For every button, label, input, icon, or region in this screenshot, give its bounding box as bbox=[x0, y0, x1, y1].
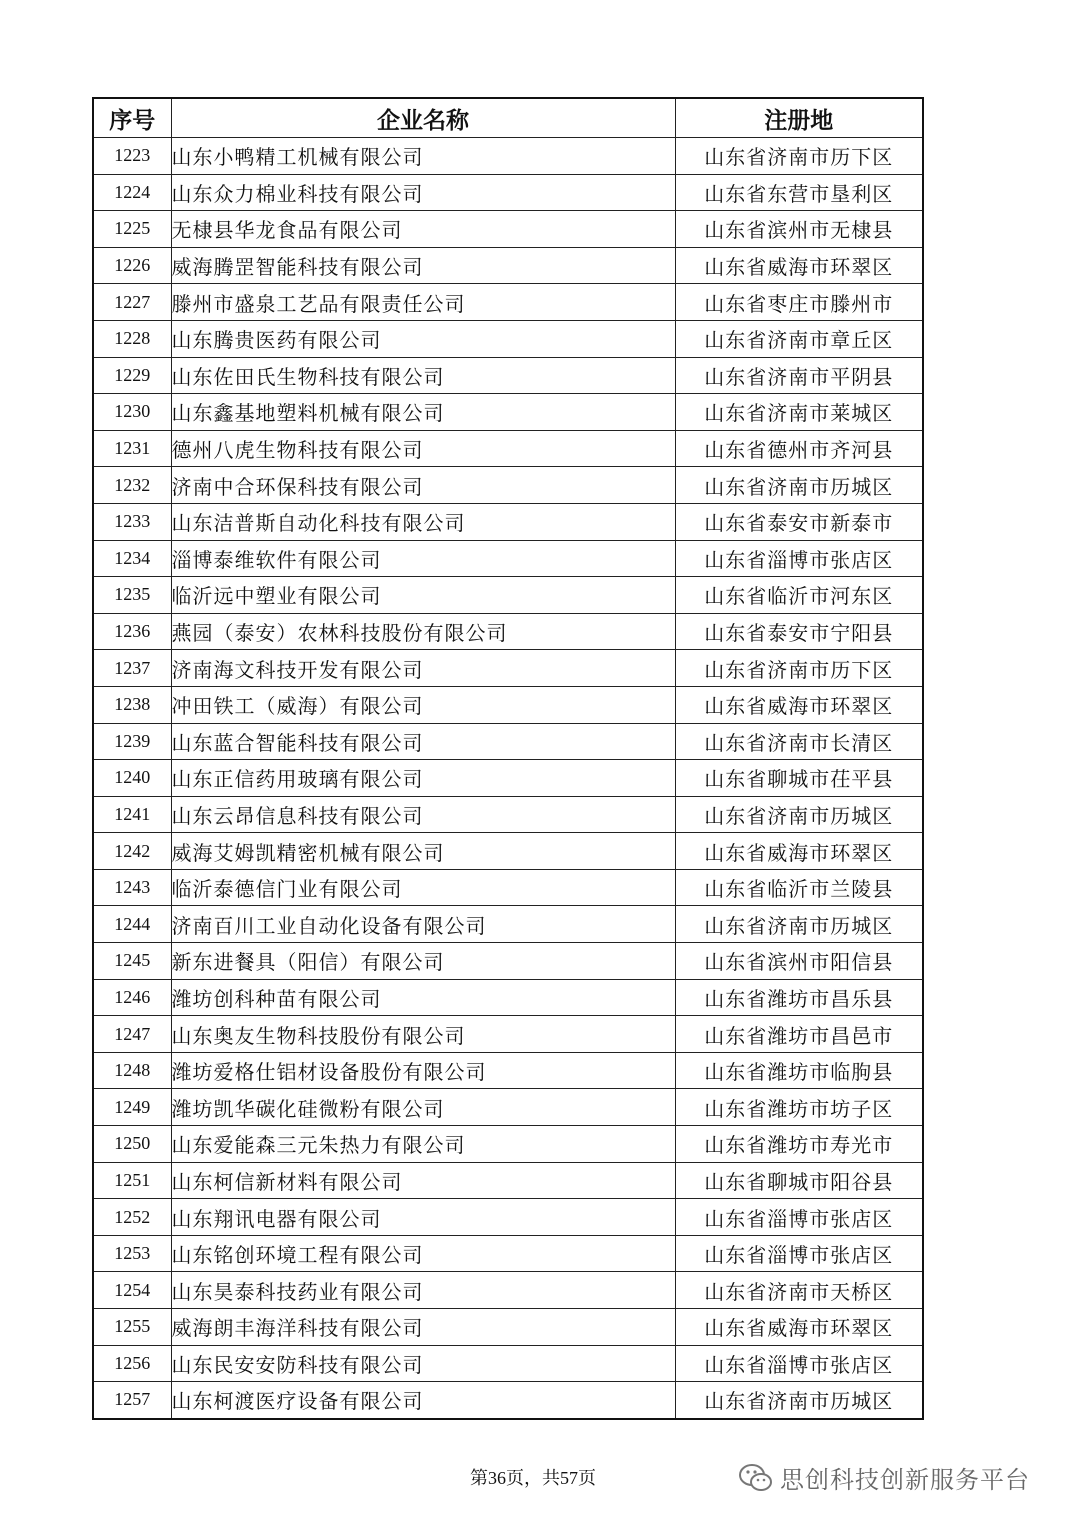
row-seq: 1248 bbox=[93, 1052, 171, 1089]
row-registered-location: 山东省威海市环翠区 bbox=[675, 833, 923, 870]
row-seq: 1228 bbox=[93, 320, 171, 357]
row-registered-location: 山东省威海市环翠区 bbox=[675, 247, 923, 284]
row-registered-location: 山东省潍坊市昌邑市 bbox=[675, 1016, 923, 1053]
table-body bbox=[93, 138, 923, 1419]
row-registered-location: 山东省潍坊市寿光市 bbox=[675, 1126, 923, 1163]
row-seq: 1252 bbox=[93, 1199, 171, 1236]
row-registered-location: 山东省滨州市阳信县 bbox=[675, 943, 923, 980]
row-registered-location: 山东省济南市历城区 bbox=[675, 796, 923, 833]
table-row bbox=[93, 760, 923, 797]
row-company-name: 山东正信药用玻璃有限公司 bbox=[171, 760, 675, 797]
row-registered-location: 山东省济南市历城区 bbox=[675, 467, 923, 504]
row-seq: 1247 bbox=[93, 1016, 171, 1053]
row-company-name: 山东蓝合智能科技有限公司 bbox=[171, 723, 675, 760]
table-row bbox=[93, 284, 923, 321]
table-row bbox=[93, 577, 923, 614]
row-registered-location: 山东省威海市环翠区 bbox=[675, 1309, 923, 1346]
row-seq: 1251 bbox=[93, 1162, 171, 1199]
row-seq: 1230 bbox=[93, 394, 171, 431]
table-row bbox=[93, 1126, 923, 1163]
table-row bbox=[93, 943, 923, 980]
row-seq: 1246 bbox=[93, 979, 171, 1016]
row-seq: 1231 bbox=[93, 430, 171, 467]
row-seq: 1250 bbox=[93, 1126, 171, 1163]
row-seq: 1249 bbox=[93, 1089, 171, 1126]
row-registered-location: 山东省潍坊市昌乐县 bbox=[675, 979, 923, 1016]
row-registered-location: 山东省济南市天桥区 bbox=[675, 1272, 923, 1309]
table-row bbox=[93, 796, 923, 833]
row-registered-location: 山东省滨州市无棣县 bbox=[675, 211, 923, 248]
table-row bbox=[93, 211, 923, 248]
watermark bbox=[738, 1460, 1030, 1495]
row-company-name: 济南中合环保科技有限公司 bbox=[171, 467, 675, 504]
table-header-row bbox=[93, 98, 923, 138]
row-company-name: 威海朗丰海洋科技有限公司 bbox=[171, 1309, 675, 1346]
row-seq: 1223 bbox=[93, 138, 171, 175]
row-seq: 1240 bbox=[93, 760, 171, 797]
watermark-text: 思创科技创新服务平台 bbox=[780, 1466, 1030, 1494]
row-seq: 1254 bbox=[93, 1272, 171, 1309]
table-row bbox=[93, 979, 923, 1016]
row-company-name: 山东柯渡医疗设备有限公司 bbox=[171, 1382, 675, 1419]
row-seq: 1236 bbox=[93, 613, 171, 650]
row-company-name: 潍坊创科种苗有限公司 bbox=[171, 979, 675, 1016]
row-registered-location: 山东省潍坊市临朐县 bbox=[675, 1052, 923, 1089]
row-registered-location: 山东省枣庄市滕州市 bbox=[675, 284, 923, 321]
table-row bbox=[93, 503, 923, 540]
row-company-name: 德州八虎生物科技有限公司 bbox=[171, 430, 675, 467]
row-seq: 1235 bbox=[93, 577, 171, 614]
row-seq: 1227 bbox=[93, 284, 171, 321]
row-company-name: 潍坊爱格仕铝材设备股份有限公司 bbox=[171, 1052, 675, 1089]
table-row bbox=[93, 650, 923, 687]
header-registered-location: 注册地 bbox=[675, 98, 923, 138]
row-seq: 1245 bbox=[93, 943, 171, 980]
row-registered-location: 山东省济南市历下区 bbox=[675, 138, 923, 175]
row-registered-location: 山东省济南市长清区 bbox=[675, 723, 923, 760]
row-company-name: 临沂泰德信门业有限公司 bbox=[171, 869, 675, 906]
row-company-name: 山东鑫基地塑料机械有限公司 bbox=[171, 394, 675, 431]
row-registered-location: 山东省临沂市兰陵县 bbox=[675, 869, 923, 906]
table-row bbox=[93, 869, 923, 906]
row-registered-location: 山东省东营市垦利区 bbox=[675, 174, 923, 211]
row-seq: 1253 bbox=[93, 1235, 171, 1272]
table-row bbox=[93, 906, 923, 943]
table-row bbox=[93, 1016, 923, 1053]
row-company-name: 滕州市盛泉工艺品有限责任公司 bbox=[171, 284, 675, 321]
row-company-name: 山东柯信新材料有限公司 bbox=[171, 1162, 675, 1199]
row-registered-location: 山东省德州市齐河县 bbox=[675, 430, 923, 467]
row-seq: 1241 bbox=[93, 796, 171, 833]
row-registered-location: 山东省威海市环翠区 bbox=[675, 686, 923, 723]
row-company-name: 山东民安安防科技有限公司 bbox=[171, 1345, 675, 1382]
table-row bbox=[93, 430, 923, 467]
page-footer bbox=[0, 1460, 1080, 1500]
table-row bbox=[93, 723, 923, 760]
row-seq: 1226 bbox=[93, 247, 171, 284]
row-company-name: 无棣县华龙食品有限公司 bbox=[171, 211, 675, 248]
row-company-name: 威海艾姆凯精密机械有限公司 bbox=[171, 833, 675, 870]
row-company-name: 山东云昂信息科技有限公司 bbox=[171, 796, 675, 833]
table-row bbox=[93, 1052, 923, 1089]
row-seq: 1234 bbox=[93, 540, 171, 577]
row-registered-location: 山东省济南市章丘区 bbox=[675, 320, 923, 357]
row-company-name: 威海腾罡智能科技有限公司 bbox=[171, 247, 675, 284]
table-row bbox=[93, 320, 923, 357]
row-registered-location: 山东省潍坊市坊子区 bbox=[675, 1089, 923, 1126]
row-seq: 1233 bbox=[93, 503, 171, 540]
table-row bbox=[93, 467, 923, 504]
row-seq: 1225 bbox=[93, 211, 171, 248]
row-registered-location: 山东省聊城市阳谷县 bbox=[675, 1162, 923, 1199]
header-seq: 序号 bbox=[93, 98, 171, 138]
row-company-name: 山东爱能森三元朱热力有限公司 bbox=[171, 1126, 675, 1163]
row-company-name: 临沂远中塑业有限公司 bbox=[171, 577, 675, 614]
row-registered-location: 山东省济南市莱城区 bbox=[675, 394, 923, 431]
row-company-name: 山东铭创环境工程有限公司 bbox=[171, 1235, 675, 1272]
row-company-name: 山东众力棉业科技有限公司 bbox=[171, 174, 675, 211]
row-registered-location: 山东省淄博市张店区 bbox=[675, 1345, 923, 1382]
row-company-name: 冲田铁工（威海）有限公司 bbox=[171, 686, 675, 723]
row-company-name: 潍坊凯华碳化硅微粉有限公司 bbox=[171, 1089, 675, 1126]
row-company-name: 燕园（泰安）农林科技股份有限公司 bbox=[171, 613, 675, 650]
row-seq: 1257 bbox=[93, 1382, 171, 1419]
row-registered-location: 山东省淄博市张店区 bbox=[675, 540, 923, 577]
table-row bbox=[93, 138, 923, 175]
row-company-name: 山东腾贵医药有限公司 bbox=[171, 320, 675, 357]
row-seq: 1232 bbox=[93, 467, 171, 504]
row-seq: 1239 bbox=[93, 723, 171, 760]
row-registered-location: 山东省济南市平阴县 bbox=[675, 357, 923, 394]
table-row bbox=[93, 1235, 923, 1272]
row-seq: 1238 bbox=[93, 686, 171, 723]
table-row bbox=[93, 1089, 923, 1126]
table-row bbox=[93, 833, 923, 870]
row-company-name: 济南百川工业自动化设备有限公司 bbox=[171, 906, 675, 943]
table-row bbox=[93, 394, 923, 431]
row-seq: 1255 bbox=[93, 1309, 171, 1346]
row-seq: 1224 bbox=[93, 174, 171, 211]
row-registered-location: 山东省济南市历下区 bbox=[675, 650, 923, 687]
row-registered-location: 山东省济南市历城区 bbox=[675, 1382, 923, 1419]
table-row bbox=[93, 686, 923, 723]
row-seq: 1256 bbox=[93, 1345, 171, 1382]
row-registered-location: 山东省临沂市河东区 bbox=[675, 577, 923, 614]
row-company-name: 山东昊泰科技药业有限公司 bbox=[171, 1272, 675, 1309]
row-registered-location: 山东省泰安市新泰市 bbox=[675, 503, 923, 540]
row-seq: 1244 bbox=[93, 906, 171, 943]
row-registered-location: 山东省淄博市张店区 bbox=[675, 1235, 923, 1272]
table-row bbox=[93, 247, 923, 284]
table-row bbox=[93, 1345, 923, 1382]
row-company-name: 山东洁普斯自动化科技有限公司 bbox=[171, 503, 675, 540]
row-registered-location: 山东省泰安市宁阳县 bbox=[675, 613, 923, 650]
row-company-name: 山东翔讯电器有限公司 bbox=[171, 1199, 675, 1236]
row-seq: 1243 bbox=[93, 869, 171, 906]
table-row bbox=[93, 1162, 923, 1199]
table-row bbox=[93, 174, 923, 211]
row-company-name: 淄博泰维软件有限公司 bbox=[171, 540, 675, 577]
row-registered-location: 山东省聊城市茌平县 bbox=[675, 760, 923, 797]
row-company-name: 济南海文科技开发有限公司 bbox=[171, 650, 675, 687]
table-row bbox=[93, 540, 923, 577]
table-row bbox=[93, 1272, 923, 1309]
table-row bbox=[93, 1309, 923, 1346]
row-seq: 1229 bbox=[93, 357, 171, 394]
row-company-name: 山东奥友生物科技股份有限公司 bbox=[171, 1016, 675, 1053]
header-company-name: 企业名称 bbox=[171, 98, 675, 138]
row-company-name: 山东佐田氏生物科技有限公司 bbox=[171, 357, 675, 394]
wechat-icon bbox=[738, 1463, 774, 1493]
table-row bbox=[93, 1199, 923, 1236]
row-registered-location: 山东省淄博市张店区 bbox=[675, 1199, 923, 1236]
page-number: 第36页，共57页 bbox=[470, 1468, 596, 1488]
row-seq: 1237 bbox=[93, 650, 171, 687]
table-row bbox=[93, 357, 923, 394]
row-seq: 1242 bbox=[93, 833, 171, 870]
table-row bbox=[93, 1382, 923, 1419]
row-company-name: 山东小鸭精工机械有限公司 bbox=[171, 138, 675, 175]
row-registered-location: 山东省济南市历城区 bbox=[675, 906, 923, 943]
table-row bbox=[93, 613, 923, 650]
row-company-name: 新东进餐具（阳信）有限公司 bbox=[171, 943, 675, 980]
enterprise-table bbox=[92, 97, 924, 1420]
